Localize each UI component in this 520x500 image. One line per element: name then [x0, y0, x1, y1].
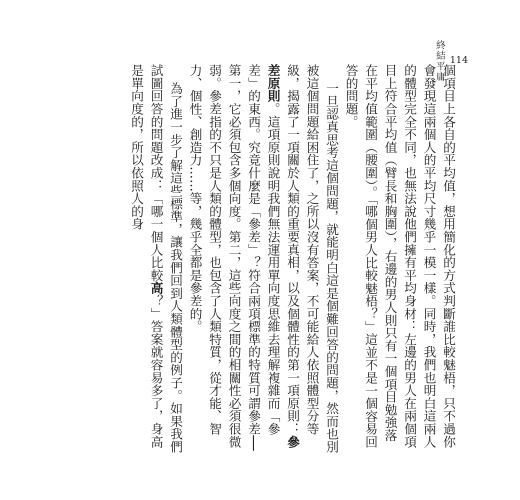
paragraph	[341, 64, 458, 454]
paragraph-text: 。這項原則說明我們無法運用單向度思維去理解複雜而「參差」的東西。究竟什麼是「參差」？符合兩項標準的特質可謂參差──第一，它必須包含多個向度。第二，這些向度之間的相關性必須很微弱。參差指的不只是人類的體型，也包含了人類特質，從才能、智力、個性、創造力……等，幾乎全都是參差的。	[187, 64, 281, 451]
emphasis-term: 高	[148, 281, 164, 295]
paragraph-text: 一旦認真思考這個問題，就能明白這是個難回答的問題，然而也別被這個問題給困住了，之所以沒有答案，不可能給人依照體型分等級，揭露了一項關於人類的重要真相，以及個體性的第一項原則：	[285, 64, 339, 453]
emphasis-term: 參差原則	[265, 64, 300, 449]
paragraph-text: 個項目上各自的平均值，想用簡化的方式判斷誰比較魅梧，只不過你會發現這兩個人的平均尺寸幾乎一模一樣。同時，我們也明白這兩人的體型完全不同，也無法說他們擁有平均身材：左邊的男人在兩個項目上符合平均值（臂長和胸圍），右邊的男人則只有一個項目勉強落在平均值範圍（腰圍）。「哪個男人比較魅梧？」這並不是一個容易回答的問題。	[343, 64, 456, 449]
paragraph-text: ？」答案就容易多了，身高是單向度的，所以依照人的身	[129, 64, 164, 449]
paragraph-text: 為了進一步了解這些標準，讓我們回到人類體型的例子。如果我們試圖回答的問題改成：「哪一個人比較	[148, 64, 183, 453]
paragraph	[127, 64, 186, 454]
page-number: 114	[449, 55, 468, 67]
section-title: 終結平庸	[433, 40, 445, 82]
paragraph	[185, 64, 341, 454]
body-text	[106, 64, 458, 454]
